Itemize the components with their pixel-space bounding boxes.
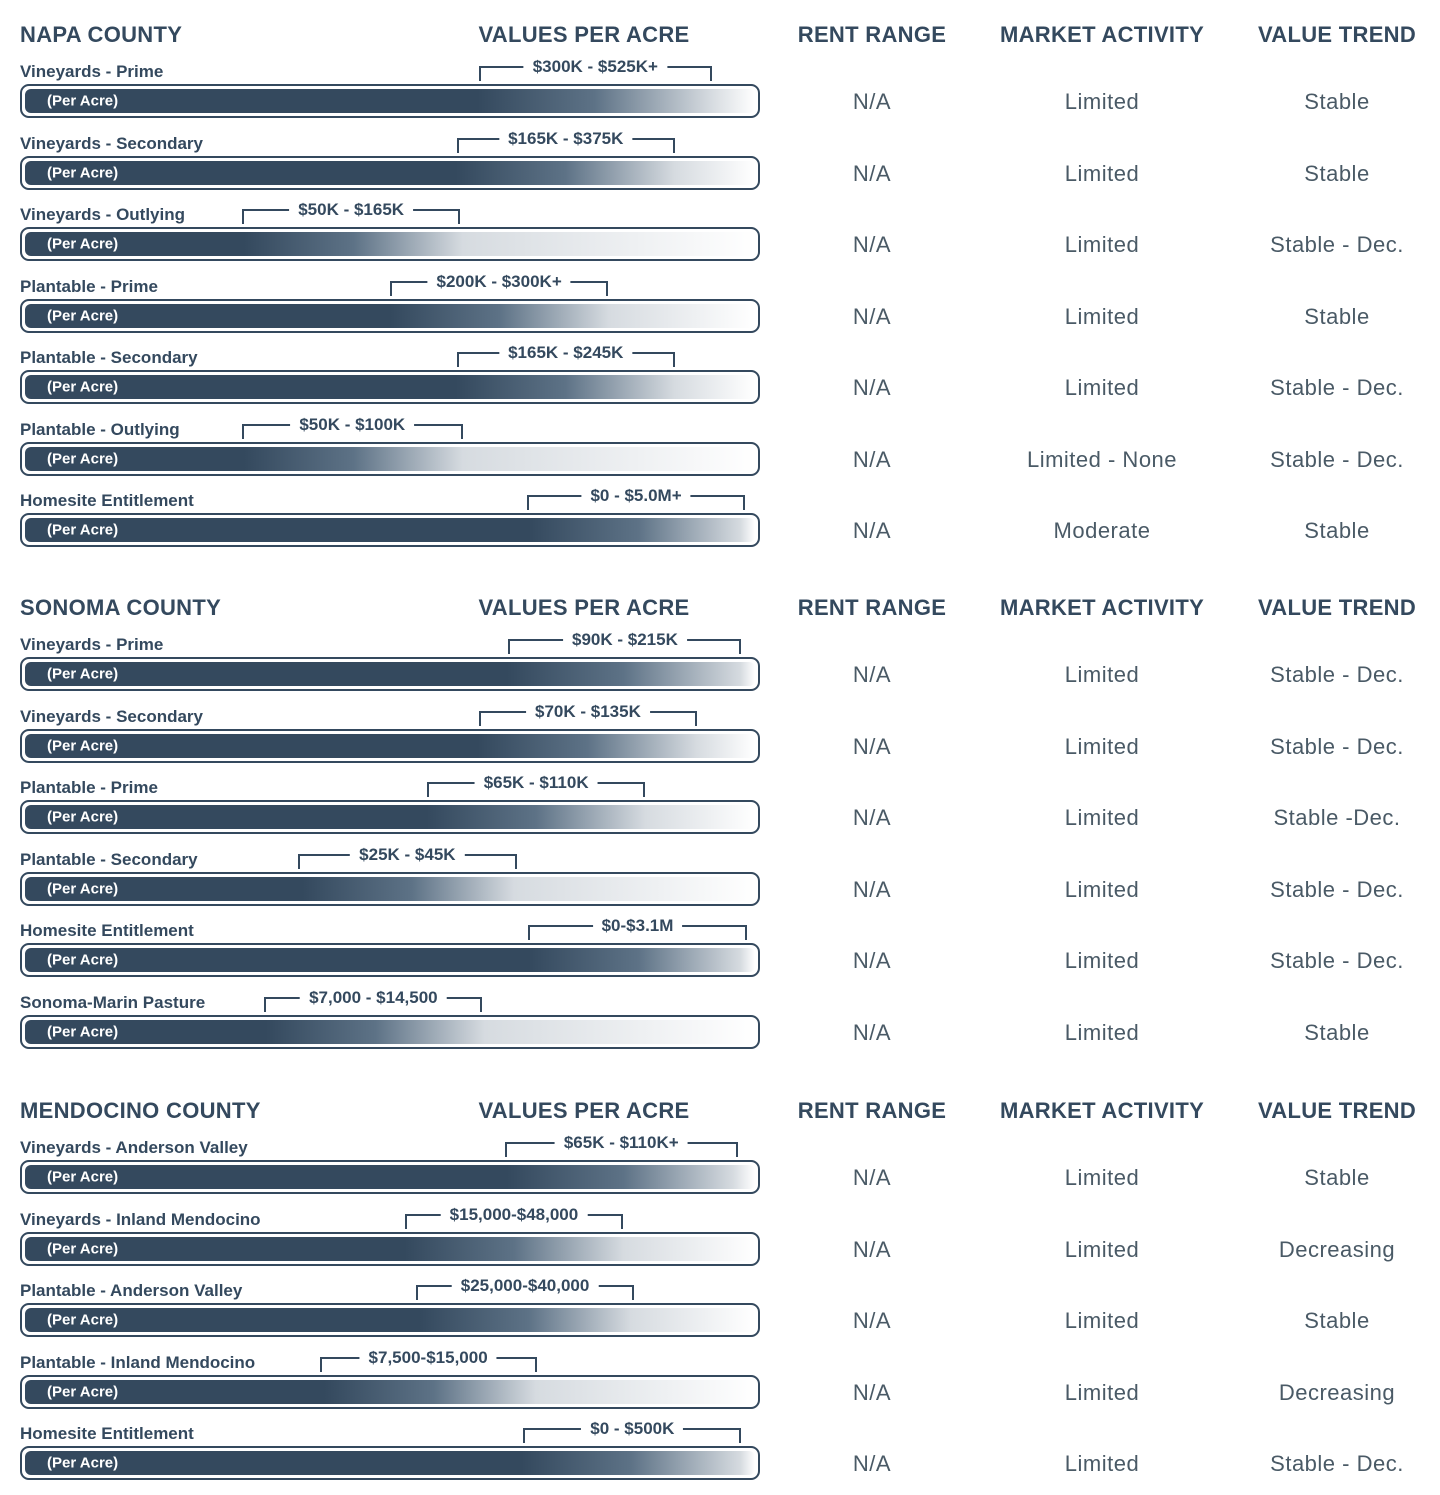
cell-rent: N/A: [852, 1308, 892, 1333]
row-label: Sonoma-Marin Pasture: [20, 992, 206, 1012]
cell-activity: Limited: [1064, 948, 1140, 973]
range-bar: [20, 1015, 760, 1049]
range-label: $165K - $375K: [499, 129, 632, 149]
cell-activity: Limited - None: [1026, 446, 1178, 472]
row-label: Plantable - Anderson Valley: [20, 1281, 243, 1300]
range-bar-fill: [25, 662, 755, 686]
per-acre-label: (Per Acre): [47, 808, 119, 826]
per-acre-label: (Per Acre): [47, 378, 119, 396]
range-label: $50K - $165K: [289, 200, 413, 220]
row-label: Plantable - Inland Mendocino: [20, 1352, 256, 1372]
range-bar: [20, 227, 760, 261]
range-bar-fill: [25, 304, 755, 328]
range-label: $165K - $245K: [499, 343, 632, 363]
cell-activity: Limited: [1064, 1236, 1140, 1262]
cell-activity: Limited: [1064, 89, 1140, 114]
range-bar-fill: [25, 1308, 755, 1332]
range-bar-fill: [25, 877, 755, 901]
column-header: VALUE TREND: [1257, 595, 1417, 620]
cell-trend: Stable: [1304, 1019, 1370, 1045]
row-label: Homesite Entitlement: [20, 1424, 194, 1443]
cell-trend: Stable: [1304, 89, 1370, 114]
cell-trend: Decreasing: [1278, 1236, 1396, 1262]
range-bar-fill: [25, 1380, 755, 1404]
cell-trend: Stable - Dec.: [1270, 1451, 1404, 1476]
per-acre-label: (Per Acre): [47, 1311, 119, 1329]
range-bar-fill: [25, 1165, 755, 1189]
cell-rent: N/A: [852, 948, 892, 973]
range-bar: [20, 299, 760, 333]
range-bar: [20, 1160, 760, 1194]
range-label: $0-$3.1M: [593, 916, 683, 936]
cell-rent: N/A: [852, 446, 892, 472]
per-acre-label: (Per Acre): [47, 1168, 119, 1186]
per-acre-label: (Per Acre): [47, 1454, 119, 1472]
row-label: Homesite Entitlement: [20, 921, 194, 940]
range-bar: [20, 156, 760, 190]
cell-activity: Limited: [1064, 232, 1140, 257]
range-label: $15,000-$48,000: [441, 1205, 588, 1225]
range-bar: [20, 370, 760, 404]
cell-trend: Stable - Dec.: [1270, 446, 1404, 472]
cell-trend: Stable: [1304, 303, 1370, 329]
range-bar-fill: [25, 1237, 755, 1261]
range-bar: [20, 1375, 760, 1409]
row-label: Vineyards - Outlying: [20, 205, 186, 224]
column-header: MARKET ACTIVITY: [999, 22, 1205, 47]
cell-activity: Limited: [1064, 1019, 1140, 1045]
cell-trend: Stable: [1304, 518, 1370, 543]
cell-trend: Stable: [1304, 160, 1370, 186]
range-label: $0 - $500K: [581, 1419, 683, 1439]
cell-rent: N/A: [852, 662, 892, 687]
row-label: Plantable - Prime: [20, 778, 158, 797]
range-bar-fill: [25, 447, 755, 471]
per-acre-label: (Per Acre): [47, 880, 119, 897]
per-acre-label: (Per Acre): [47, 665, 119, 683]
per-acre-label: (Per Acre): [47, 235, 119, 253]
cell-activity: Limited: [1064, 303, 1140, 329]
row-label: Vineyards - Prime: [20, 635, 164, 654]
cell-trend: Stable - Dec.: [1270, 733, 1404, 759]
cell-rent: N/A: [852, 805, 892, 830]
range-bar: [20, 1303, 760, 1337]
cell-trend: Decreasing: [1278, 1379, 1396, 1405]
range-bar-fill: [25, 89, 755, 113]
range-label: $300K - $525K+: [524, 57, 667, 77]
column-header: VALUES PER ACRE: [478, 22, 690, 47]
cell-trend: Stable: [1304, 1308, 1370, 1333]
range-bar-fill: [25, 1451, 755, 1475]
per-acre-label: (Per Acre): [47, 737, 119, 754]
range-label: $25K - $45K: [350, 845, 464, 865]
cell-trend: Stable - Dec.: [1270, 876, 1404, 902]
range-label: $50K - $100K: [290, 415, 414, 435]
range-label: $200K - $300K+: [428, 272, 571, 292]
section-title: NAPA COUNTY: [20, 22, 183, 47]
row-label: Vineyards - Prime: [20, 62, 164, 81]
column-header: RENT RANGE: [797, 595, 947, 620]
per-acre-label: (Per Acre): [47, 951, 119, 969]
range-label: $7,500-$15,000: [360, 1348, 497, 1368]
column-header: VALUE TREND: [1257, 1098, 1417, 1123]
per-acre-label: (Per Acre): [47, 1383, 119, 1400]
range-bar: [20, 84, 760, 118]
cell-activity: Moderate: [1053, 518, 1151, 543]
per-acre-label: (Per Acre): [47, 521, 119, 539]
cell-rent: N/A: [852, 518, 892, 543]
cell-activity: Limited: [1064, 1165, 1140, 1190]
row-label: Vineyards - Secondary: [20, 706, 203, 726]
range-bar-fill: [25, 805, 755, 829]
row-label: Vineyards - Anderson Valley: [20, 1138, 248, 1157]
range-bar-fill: [25, 948, 755, 972]
range-bar-fill: [25, 1020, 755, 1044]
range-label: $65K - $110K: [475, 773, 598, 793]
cell-rent: N/A: [852, 1379, 892, 1405]
cell-trend: Stable -Dec.: [1273, 805, 1401, 830]
row-label: Plantable - Outlying: [20, 419, 180, 439]
range-label: $7,000 - $14,500: [300, 988, 447, 1008]
per-acre-label: (Per Acre): [47, 92, 119, 110]
section-title: MENDOCINO COUNTY: [20, 1098, 261, 1123]
cell-rent: N/A: [852, 733, 892, 759]
range-label: $70K - $135K: [526, 702, 650, 722]
per-acre-label: (Per Acre): [47, 164, 119, 181]
cell-trend: Stable - Dec.: [1270, 662, 1404, 687]
cell-trend: Stable - Dec.: [1270, 948, 1404, 973]
range-bar-fill: [25, 375, 755, 399]
cell-activity: Limited: [1064, 1451, 1140, 1476]
column-header: MARKET ACTIVITY: [999, 1098, 1205, 1123]
row-label: Homesite Entitlement: [20, 491, 194, 510]
range-bar-fill: [25, 161, 755, 185]
cell-activity: Limited: [1064, 876, 1140, 902]
range-label: $0 - $5.0M+: [581, 486, 690, 506]
cell-rent: N/A: [852, 1019, 892, 1045]
per-acre-label: (Per Acre): [47, 1240, 119, 1257]
column-header: VALUE TREND: [1257, 22, 1417, 47]
cell-rent: N/A: [852, 375, 892, 400]
cell-rent: N/A: [852, 232, 892, 257]
range-label: $65K - $110K+: [555, 1133, 688, 1153]
range-bar: [20, 442, 760, 476]
cell-trend: Stable - Dec.: [1270, 375, 1404, 400]
cell-rent: N/A: [852, 1451, 892, 1476]
cell-activity: Limited: [1064, 662, 1140, 687]
cell-activity: Limited: [1064, 1379, 1140, 1405]
row-label: Plantable - Secondary: [20, 348, 198, 367]
cell-activity: Limited: [1064, 375, 1140, 400]
range-bar-fill: [25, 232, 755, 256]
cell-activity: Limited: [1064, 805, 1140, 830]
section-title: SONOMA COUNTY: [20, 595, 222, 620]
range-bar: [20, 657, 760, 691]
cell-trend: Stable: [1304, 1165, 1370, 1190]
row-label: Plantable - Secondary: [20, 849, 198, 869]
cell-rent: N/A: [852, 1236, 892, 1262]
cell-rent: N/A: [852, 303, 892, 329]
cell-rent: N/A: [852, 1165, 892, 1190]
cell-rent: N/A: [852, 160, 892, 186]
range-bar-fill: [25, 518, 755, 542]
column-header: MARKET ACTIVITY: [999, 595, 1205, 620]
column-header: RENT RANGE: [797, 1098, 947, 1123]
range-bar: [20, 872, 760, 906]
range-bar: [20, 513, 760, 547]
column-header: VALUES PER ACRE: [478, 595, 690, 620]
range-bar: [20, 800, 760, 834]
per-acre-label: (Per Acre): [47, 307, 119, 324]
cell-activity: Limited: [1064, 1308, 1140, 1333]
range-bar: [20, 729, 760, 763]
row-label: Plantable - Prime: [20, 276, 158, 296]
range-label: $90K - $215K: [563, 630, 687, 650]
cell-activity: Limited: [1064, 733, 1140, 759]
row-label: Vineyards - Secondary: [20, 133, 203, 153]
per-acre-label: (Per Acre): [47, 1023, 119, 1040]
range-bar: [20, 1446, 760, 1480]
column-header: VALUES PER ACRE: [478, 1098, 690, 1123]
range-label: $25,000-$40,000: [452, 1276, 599, 1296]
cell-activity: Limited: [1064, 160, 1140, 186]
column-header: RENT RANGE: [797, 22, 947, 47]
cell-rent: N/A: [852, 89, 892, 114]
cell-rent: N/A: [852, 876, 892, 902]
range-bar: [20, 943, 760, 977]
per-acre-label: (Per Acre): [47, 450, 119, 467]
range-bar: [20, 1232, 760, 1266]
cell-trend: Stable - Dec.: [1270, 232, 1404, 257]
range-bar-fill: [25, 734, 755, 758]
row-label: Vineyards - Inland Mendocino: [20, 1209, 261, 1229]
